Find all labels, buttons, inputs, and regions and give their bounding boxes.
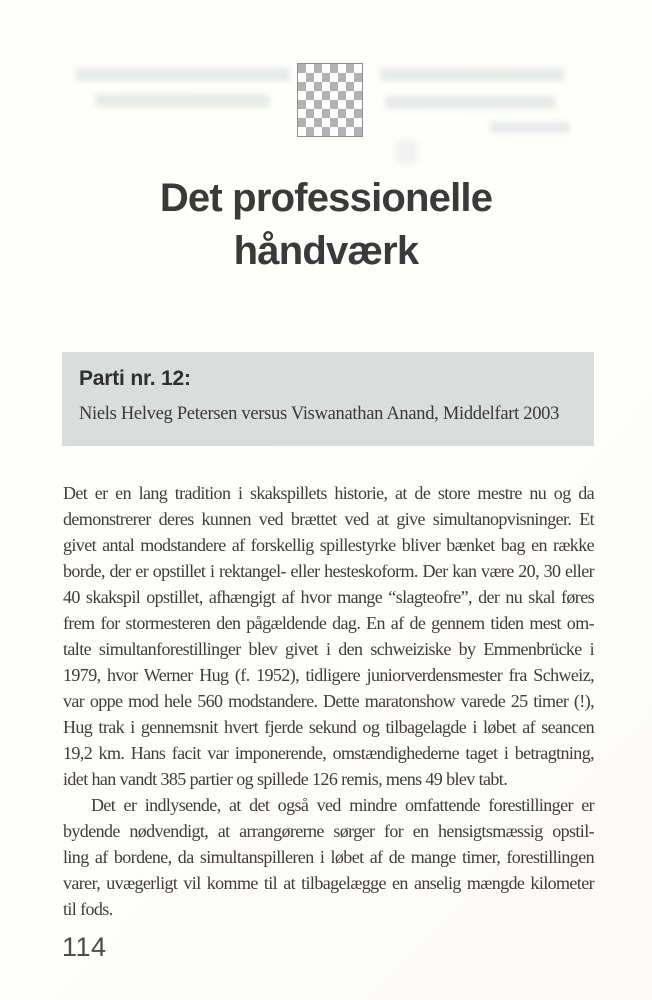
paragraph (63, 480, 594, 792)
body-text (63, 480, 594, 922)
text-line: til fods. (63, 899, 113, 919)
text-line: idet han vandt 385 partier og spillede 126 remis, mens 49 blev tabt. (63, 769, 508, 789)
chapter-title-line1: Det professionelle (159, 176, 493, 220)
text-line: frem for stormesteren den pågældende dag. En af de gennem tiden mest om- (63, 613, 594, 633)
text-line: Hug trak i gennemsnit hvert fjerde sekund og tilbagelagde i løbet af seancen (63, 717, 594, 737)
text-line: Det er en lang tradition i skakspillets historie, at de store mestre nu og da (63, 483, 594, 503)
page-bleed-through (75, 68, 290, 81)
chessboard-icon (297, 63, 363, 137)
chapter-title-line2: håndværk (233, 229, 419, 273)
text-line: var oppe mod hele 560 modstandere. Dette maratonshow varede 25 timer (!), (63, 691, 594, 711)
game-players-line: Niels Helveg Petersen versus Viswanathan Anand, Middelfart 2003 (79, 404, 560, 424)
page-bleed-through (380, 68, 565, 81)
page-bleed-through (385, 96, 555, 109)
text-line: ling af bordene, da simultanspilleren i løbet af de mange timer, forestillingen (63, 847, 594, 867)
text-line: 40 skakspil opstillet, afhængigt af hvor mange “slagteofre”, der nu skal føres (63, 587, 594, 607)
game-info-box (62, 352, 594, 446)
text-line: bydende nødvendigt, at arrangørerne sørger for en hensigtsmæssig opstil- (63, 821, 594, 841)
text-line: demonstrerer deres kunnen ved brættet ved at give simultanopvisninger. Et (63, 509, 594, 529)
page-bleed-through (95, 94, 270, 107)
text-line: givet antal modstandere af forskellig spillestyrke bliver bænket bag en række (63, 535, 594, 555)
page-bleed-through (395, 140, 417, 164)
text-line: talte simultanforestillinger blev givet i den schweiziske by Emmenbrücke i (63, 639, 594, 659)
text-line: varer, uvægerligt vil komme til at tilbagelægge en anselig mængde kilometer (63, 873, 594, 893)
text-line: 1979, hvor Werner Hug (f. 1952), tidligere juniorverdensmester fra Schweiz, (63, 665, 594, 685)
page-number: 114 (62, 932, 107, 962)
paragraph (63, 792, 594, 922)
chapter-title (0, 172, 652, 278)
text-line: 19,2 km. Hans facit var imponerende, omstændighederne taget i betragtning, (63, 743, 594, 763)
text-line: Det er indlysende, at det også ved mindre omfattende forestillinger er (91, 795, 594, 815)
text-line: borde, der er opstillet i rektangel- eller hesteskoform. Der kan være 20, 30 eller (63, 561, 594, 581)
page-bleed-through (490, 122, 570, 133)
game-number-label: Parti nr. 12: (79, 367, 191, 390)
